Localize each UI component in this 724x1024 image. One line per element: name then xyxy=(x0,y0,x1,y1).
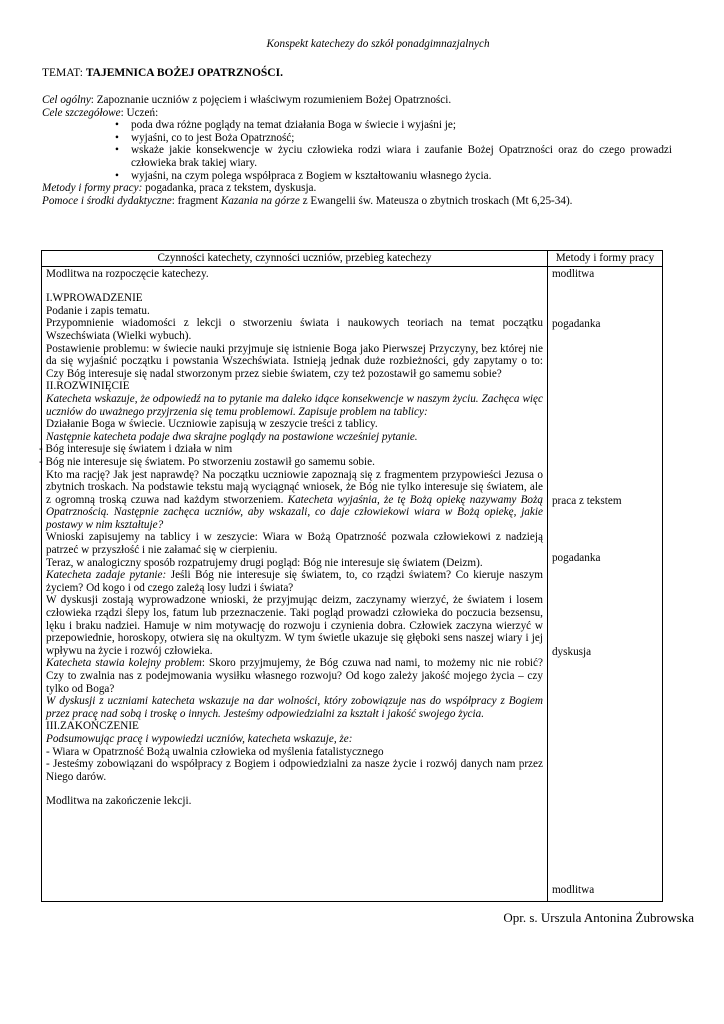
paragraph: W dyskusji zostają wyprowadzone wnioski, że przyjmując deizm, zaczynamy wierzyć, że światem i losem człowieka rządzi ślepy los, fatum lub przeznaczenie. Taki pogląd prowadzi człowieka do poczucia bezsensu, lęku i braku nadziei. Hamuje w nim motywację do rozwoju i czynienia dobra. Człowiek zaczyna wierzyć w przepowiednie, horoskopy, otwiera się na okultyzm. W tym świetle ukazuje się głęboki sens naszej wiary i jej wpływu na życie i rozwój człowieka. xyxy=(46,594,543,657)
paragraph: Katecheta wskazuje, że odpowiedź na to pytanie ma daleko idące konsekwencje w naszym życiu. Zachęca więc uczniów do uważnego przyjrzenia się temu problemowi. Zapisuje problem na tablicy: xyxy=(46,392,543,418)
opening-prayer: Modlitwa na rozpoczęcie katechezy. xyxy=(46,267,209,280)
paragraph: Działanie Boga w świecie. Uczniowie zapisują w zeszycie treści z tablicy. xyxy=(46,418,378,431)
paragraph: Postawienie problemu: w świecie nauki przyjmuje się istnienie Boga jako Pierwszej Przyczyny, bez której nie da się wyjaśnić początku i powstania Wszechświata. Istnieją jednak duże rozbieżności, gdy zapytamy o to: Czy Bóg interesuje się nadal stworzonym przez siebie światem, czy też pozostawił go samemu sobie? xyxy=(46,342,543,380)
section-heading-intro: I.WPROWADZENIE xyxy=(46,292,143,305)
general-goal-label: Cel ogólny xyxy=(42,94,91,106)
topic-label: TEMAT: xyxy=(42,67,86,79)
aids-line: Pomoce i środki dydaktyczne: fragment Kazania na górze z Ewangelii św. Mateusza o zbytnich troskach (Mt 6,25-34). xyxy=(42,194,573,207)
paragraph: W dyskusji z uczniami katecheta wskazuje na dar wolności, który zobowiązuje nas do współpracy z Bogiem przez pracę nad sobą i troskę o innych. Jesteśmy odpowiedzialni za kształt i jakość swojego życia. xyxy=(46,695,543,720)
list-item: • wyjaśni, na czym polega współpraca z Bogiem w kształtowaniu własnego życia. xyxy=(115,169,492,182)
specific-goals xyxy=(42,107,672,120)
column-header-methods: Metody i formy pracy xyxy=(547,251,662,267)
activities-cell xyxy=(39,266,548,901)
list-item: • wskaże jakie konsekwencje w życiu człowieka rodzi wiara i zaufanie Bożej Opatrzności oraz do czego prowadzi człowieka brak takiej wiary. xyxy=(115,144,672,169)
paragraph: - Jesteśmy zobowiązani do współpracy z Bogiem i odpowiedzialni za nasze życie i rozwój danych nam przez Niego darów. xyxy=(46,758,543,783)
goals-list xyxy=(42,119,672,182)
author-signature: Opr. s. Urszula Antonina Żubrowska xyxy=(503,910,694,925)
method-label: dyskusja xyxy=(551,645,592,658)
paragraph: Podsumowując pracę i wypowiedzi uczniów, katecheta wskazuje, że: xyxy=(46,732,353,745)
goals-section xyxy=(42,94,672,207)
section-heading-conclusion: III.ZAKOŃCZENIE xyxy=(46,720,139,733)
page-header: Konspekt katechezy do szkół ponadgimnazjalnych xyxy=(266,38,490,50)
paragraph: Katecheta zadaje pytanie: Jeśli Bóg nie interesuje się światem, to, co rządzi światem? Co kieruje naszym życiem? Od kogo i od czego zależą losy ludzi i świata? xyxy=(46,569,543,594)
column-header-activities: Czynności katechety, czynności uczniów, przebieg katechezy xyxy=(42,251,548,267)
methods-text: pogadanka, praca z tekstem, dyskusja. xyxy=(142,182,317,195)
table-row xyxy=(42,266,663,901)
specific-goals-label: Cele szczegółowe xyxy=(42,106,121,119)
paragraph: - Bóg interesuje się światem i działa w nim xyxy=(39,443,233,456)
paragraph: Kto ma rację? Jak jest naprawdę? Na początku uczniowie zapoznają się z fragmentem przypowieści Jezusa o zbytnich troskach. Na podstawie tekstu mają wyciągnąć wniosek, że Bóg nie tylko interesuje się światem, ale z ogromną troską czuwa nad każdym stworzeniem. Katecheta wyjaśnia, że tę Bożą opiekę nazywamy Bożą Opatrznością. Następnie zachęca uczniów, aby wskazali, co daje człowiekowi wiara w Bożą opiekę, jakie postawy w nim kształtuje? xyxy=(46,468,543,531)
section-heading-development: II.ROZWINIĘCIE xyxy=(46,380,130,393)
method-label: modlitwa xyxy=(551,267,595,280)
paragraph: Katecheta stawia kolejny problem: Skoro przyjmujemy, że Bóg czuwa nad nami, to możemy nic nie robić? Czy to zwalnia nas z podejmowania wysiłku własnego rozwoju? Od kogo zależy jakość mojego życia – czy tylko od Boga? xyxy=(46,657,543,695)
method-label: pogadanka xyxy=(551,551,601,564)
methods-cell xyxy=(547,266,662,901)
topic-title: TAJEMNICA BOŻEJ OPATRZNOŚCI. xyxy=(85,67,283,79)
bullet-icon: • xyxy=(115,119,119,132)
method-label: praca z tekstem xyxy=(551,494,622,507)
general-goal-text: : Zapoznanie uczniów z pojęciem i właściwym rozumieniem Bożej Opatrzności. xyxy=(90,94,452,106)
methods-line xyxy=(42,182,672,195)
method-label: pogadanka xyxy=(551,317,601,330)
closing-prayer: Modlitwa na zakończenie lekcji. xyxy=(46,795,192,808)
aids-label: Pomoce i środki dydaktyczne xyxy=(42,194,172,207)
lesson-table xyxy=(41,250,663,902)
bullet-icon: • xyxy=(115,144,119,157)
aids-title: Kazania na górze xyxy=(220,194,300,207)
specific-goals-text: : Uczeń: xyxy=(120,106,159,119)
list-item: • wyjaśni, co to jest Boża Opatrzność; xyxy=(115,131,295,144)
general-goal xyxy=(42,94,672,107)
list-item: • poda dwa różne poglądy na temat działania Boga w świecie i wyjaśni je; xyxy=(115,119,456,132)
paragraph: Teraz, w analogiczny sposób rozpatrujemy drugi pogląd: Bóg nie interesuje się światem (Deizm). xyxy=(46,556,483,569)
paragraph: Podanie i zapis tematu. xyxy=(46,304,150,317)
paragraph: - Bóg nie interesuje się światem. Po stworzeniu zostawił go samemu sobie. xyxy=(39,455,375,468)
paragraph: Wnioski zapisujemy na tablicy i w zeszycie: Wiara w Bożą Opatrzność pozwala człowiekowi z nadzieją patrzeć w przyszłość i nie załamać się w cierpieniu. xyxy=(46,531,543,557)
paragraph: Przypomnienie wiadomości z lekcji o stworzeniu świata i naukowych teoriach na temat początku Wszechświata (Wielki wybuch). xyxy=(46,317,543,342)
methods-label: Metody i formy pracy: xyxy=(42,182,143,195)
table-header-row xyxy=(42,251,663,267)
paragraph: Następnie katecheta podaje dwa skrajne poglądy na postawione wcześniej pytanie. xyxy=(46,430,418,443)
bullet-icon: • xyxy=(115,169,119,182)
bullet-icon: • xyxy=(115,131,119,144)
method-label: modlitwa xyxy=(551,883,595,896)
paragraph: - Wiara w Opatrzność Bożą uwalnia człowieka od myślenia fatalistycznego xyxy=(46,745,384,758)
topic-line xyxy=(42,67,283,80)
